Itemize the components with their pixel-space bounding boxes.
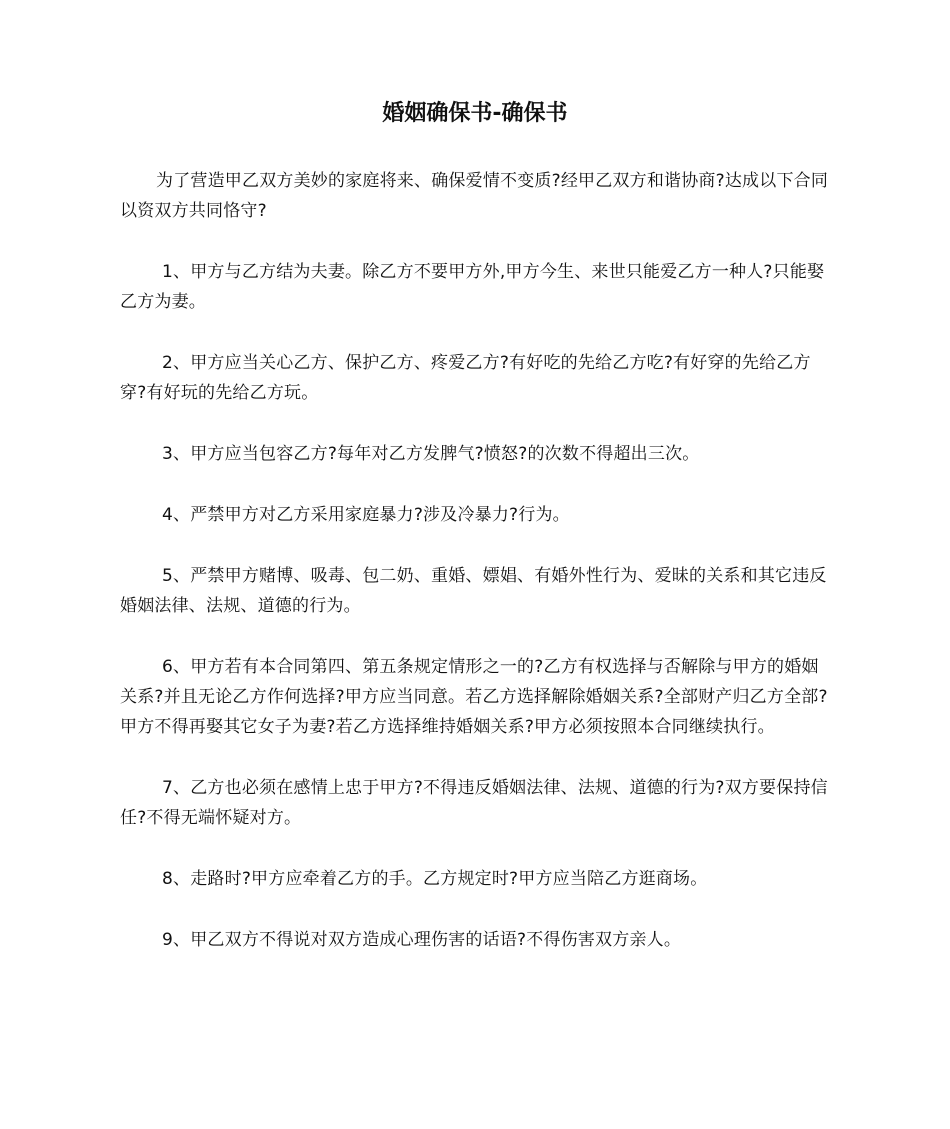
clause-8: 8、走路时?甲方应牵着乙方的手。乙方规定时?甲方应当陪乙方逛商场。 <box>162 869 708 889</box>
clause-9: 9、甲乙双方不得说对双方造成心理伤害的话语?不得伤害双方亲人。 <box>162 930 682 950</box>
intro-paragraph: 为了营造甲乙双方美妙的家庭将来、确保爱情不变质?经甲乙双方和谐协商?达成以下合同以资双方共同恪守? <box>120 171 829 221</box>
document-title: 婚姻确保书-确保书 <box>382 101 568 126</box>
clause-3: 3、甲方应当包容乙方?每年对乙方发脾气?愤怒?的次数不得超出三次。 <box>162 444 700 464</box>
clause-5: 5、严禁甲方赌博、吸毒、包二奶、重婚、嫖娼、有婚外性行为、爱昧的关系和其它违反婚姻法律、法规、道德的行为。 <box>120 566 827 616</box>
clause-7: 7、乙方也必须在感情上忠于甲方?不得违反婚姻法律、法规、道德的行为?双方要保持信任?不得无端怀疑对方。 <box>120 778 828 828</box>
clause-6: 6、甲方若有本合同第四、第五条规定情形之一的?乙方有权选择与否解除与甲方的婚姻关系?并且无论乙方作何选择?甲方应当同意。若乙方选择解除婚姻关系?全部财产归乙方全部?甲方不得再娶其它女子为妻?若乙方选择维持婚姻关系?甲方必须按照本合同继续执行。 <box>120 657 828 737</box>
clause-4: 4、严禁甲方对乙方采用家庭暴力?涉及冷暴力?行为。 <box>162 505 570 525</box>
document-body <box>120 166 832 986</box>
clause-1: 1、甲方与乙方结为夫妻。除乙方不要甲方外,甲方今生、来世只能爱乙方一种人?只能娶乙方为妻。 <box>120 262 825 312</box>
clause-2: 2、甲方应当关心乙方、保护乙方、疼爱乙方?有好吃的先给乙方吃?有好穿的先给乙方穿?有好玩的先给乙方玩。 <box>120 353 811 403</box>
